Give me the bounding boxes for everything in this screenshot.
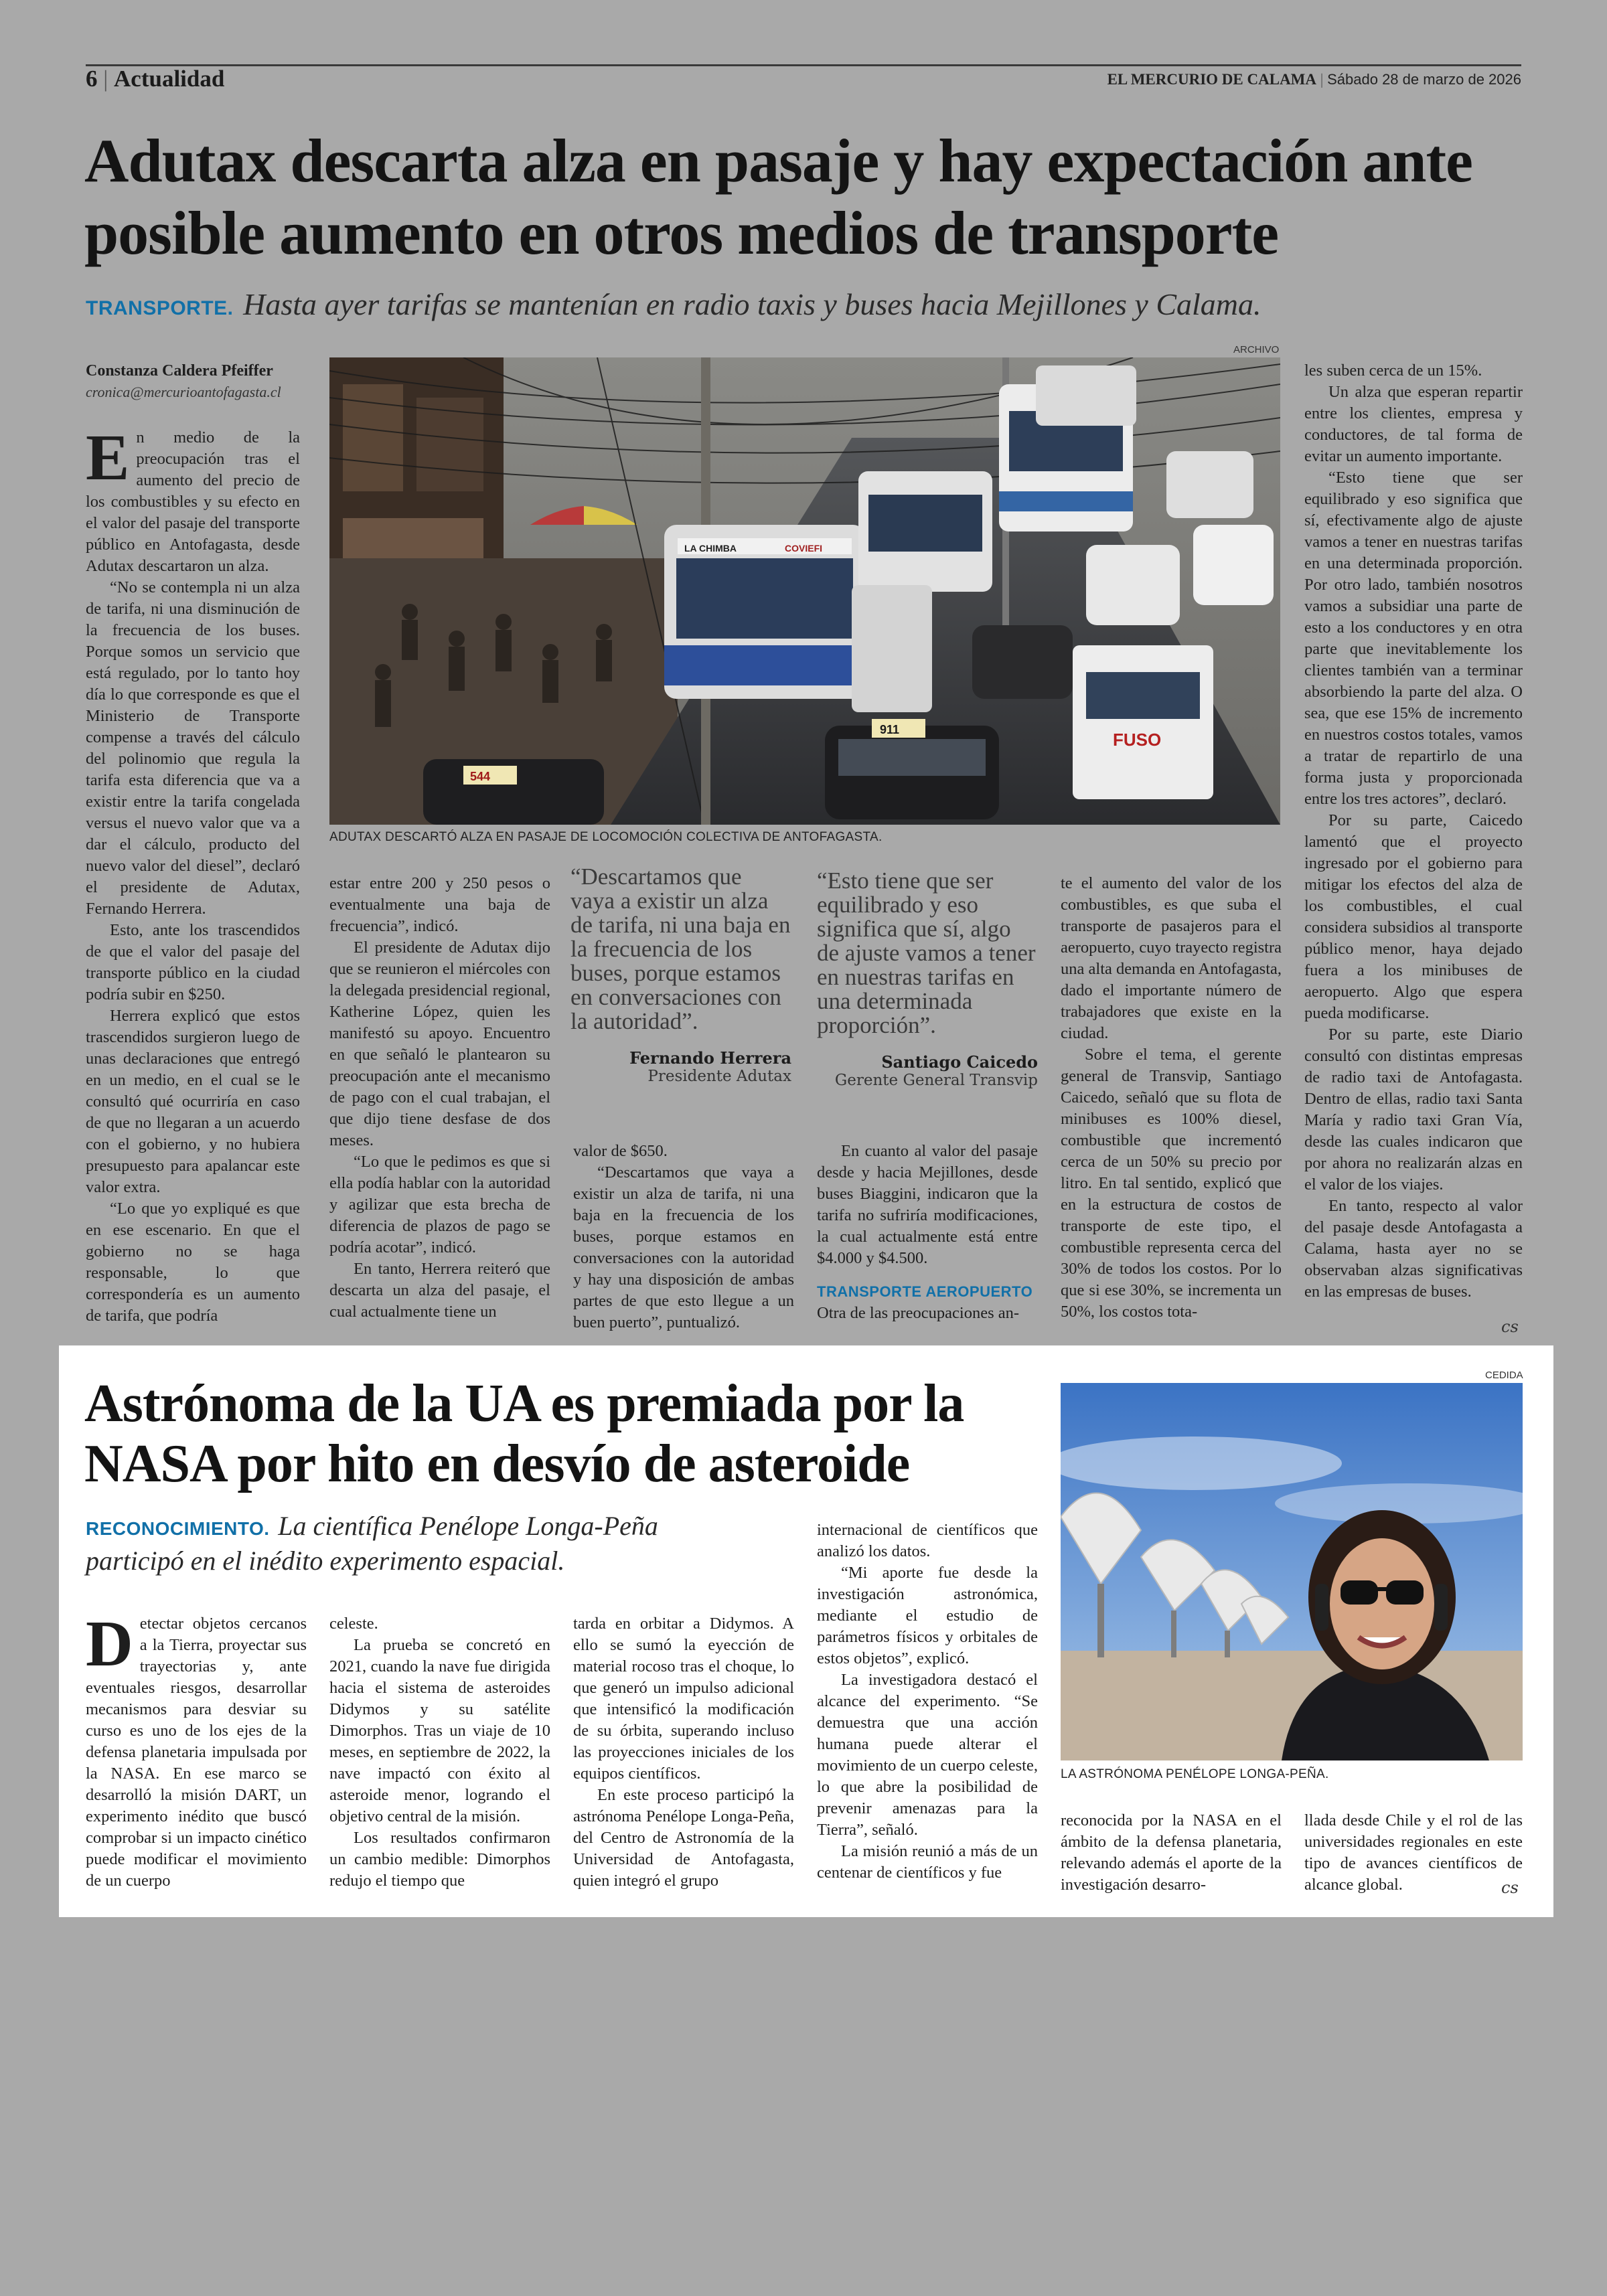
article2-column-3: [573, 1613, 794, 1908]
issue-date: Sábado 28 de marzo de 2026: [1327, 71, 1521, 88]
article2-endmark: cs: [1501, 1878, 1519, 1897]
article2-photo-caption: LA ASTRÓNOMA PENÉLOPE LONGA-PEÑA.: [1061, 1767, 1329, 1781]
quote-1-text: “Descartamos que vaya a existir un alza de tarifa, ni una baja en la frecuencia de los buses, porque estamos en conversaciones con la autoridad”.: [570, 864, 791, 1034]
article1-col6-p3: “Esto tiene que ser equilibrado y eso significa que sí, efectivamente algo de ajuste vamos a tener en nuestras tarifas en una determinada proporción. Por otro lado, también nosotros vamos a subsidiar una parte de esto a los conductores y en otra parte que inevitablemente los clientes también van a terminar absorbiendo la parte del alza. O sea, que ese 15% de incremento en nuestros costos totales, vamos a tratar de repartirlo de una forma justa y proporcionada entre los tres actores”, declaró.: [1304, 469, 1523, 808]
article1-col1-p3: Esto, ante los trascendidos de que el valor del pasaje del transporte público en la ciudad podría subir en $250.: [86, 921, 300, 1003]
article1-col2-p3: “Lo que le pedimos es que si ella podía hablar con la autoridad y agilizar que esta brecha de diferencia de plazos de pago se podría acotar”, indicó.: [329, 1153, 550, 1256]
article2-col2-p1: celeste.: [329, 1615, 378, 1633]
article1-col4-p1: En cuanto al valor del pasaje desde y hacia Mejillones, desde buses Biaggini, indicaron que la tarifa no sufriría modificaciones, la cual actualmente está entre $4.000 y $4.500.: [817, 1142, 1038, 1267]
article2-dropcap: D: [86, 1613, 133, 1680]
article1-quote-1: [570, 865, 791, 1085]
quote-2-name: Santiago Caicedo: [881, 1052, 1038, 1072]
article2-col4-p3: La investigadora destacó el alcance del experimento. “Se demuestra que una acción humana puede alterar el movimiento de un cuerpo celeste, lo que abre la posibilidad de prevenir amenazas para la Tierra”, señaló.: [817, 1671, 1038, 1839]
article1-col6-p2: Un alza que esperan repartir entre los clientes, empresa y conductores, de tal forma de evitar un aumento importante.: [1304, 383, 1523, 465]
article2-photo-credit: CEDIDA: [1485, 1370, 1523, 1381]
article2-col4-p2: “Mi aporte fue desde la investigación astronómica, mediante el estudio de parámetros físicos y orbitales de estos objetos”, explicó.: [817, 1564, 1038, 1667]
article1-col3-p2: “Descartamos que vaya a existir un alza de tarifa, ni una baja en la frecuencia de los buses, porque estamos en conversaciones con la autoridad y hay una disposición de ambas partes de que esto llegue a un buen puerto”, puntualizó.: [573, 1163, 794, 1331]
article1-col6-p6: En tanto, respecto al valor del pasaje desde Antofagasta a Calama, hasta ayer no se observaban alzas significativas en las empresas de buses.: [1304, 1197, 1523, 1301]
article1-col2-p4: En tanto, Herrera reiteró que descarta un alza del pasaje, el cual actualmente tiene un: [329, 1260, 550, 1321]
article1-col6-p5: Por su parte, este Diario consultó con distintas empresas de radio taxi de Antofagasta. Dentro de ellas, radio taxi Santa María y radio taxi Gran Vía, desde las cuales indicaron que por ahora no realizarán alzas en el valor de los viajes.: [1304, 1026, 1523, 1194]
page-folio: 6 | Actualidad: [86, 66, 225, 92]
article2-col1-first: etectar objetos cercanos a la Tierra, proyectar sus trayectorias y, ante eventuales riesgos, desarrollar mecanismos para desviar su curso es uno de los ejes de la defensa planetaria impulsada por la NASA. En ese marco se desarrolló la misión DART, un experimento inédito que buscó comprobar si un impacto cinético puede modificar el movimiento de un cuerpo: [86, 1615, 307, 1890]
header-rule: [86, 64, 1521, 66]
article1-column-2: [329, 873, 550, 1344]
article2-column-4: [817, 1520, 1038, 1908]
article1-col1-first: n medio de la preocupación tras el aumento del precio de los combustibles y su efecto en el valor del pasaje del transporte público en Antofagasta, desde Adutax descartaron un alza.: [86, 428, 300, 575]
article2-headline-line2: NASA por hito en desvío de asteroide: [84, 1434, 910, 1493]
page-number: 6: [86, 66, 98, 92]
article1-headline: [84, 125, 1531, 269]
article1-column-5: [1061, 873, 1282, 1344]
article1-col6-p4: Por su parte, Caicedo lamentó que el proyecto ingresado por el gobierno para mitigar los efectos del alza de los combustibles, el cual considera subsidios al transporte público menor, haya dejado fuera a los minibuses de aeropuerto. Algo que espera pueda modificarse.: [1304, 811, 1523, 1022]
article2-col2-p3: Los resultados confirmaron un cambio medible: Dimorphos redujo el tiempo que: [329, 1829, 550, 1890]
article2-headline: [84, 1374, 1055, 1494]
article1-col5-p1: te el aumento del valor de los combustibles, es que suba el transporte de pasajeros para el aeropuerto, cuyo trayecto registra una alta demanda en Antofagasta, dado el importante número de trabajadores que existe en la ciudad.: [1061, 874, 1282, 1042]
article1-col4-p2: Otra de las preocupaciones an-: [817, 1304, 1020, 1322]
article1-dropcap: E: [86, 422, 130, 494]
article1-byline: Constanza Caldera Pfeiffer: [86, 362, 273, 380]
article1-column-4: [817, 1141, 1038, 1344]
quote-1-role: Presidente Adutax: [647, 1068, 791, 1085]
article1-photo: [329, 357, 1280, 825]
article2-col5-p1: reconocida por la NASA en el ámbito de la defensa planetaria, relevando además el aporte de la investigación desarro-: [1061, 1811, 1282, 1894]
article1-column-3: [573, 1141, 794, 1344]
article2-kicker: RECONOCIMIENTO.: [86, 1518, 270, 1539]
bus-sign-2: COVIEFI: [785, 543, 823, 554]
article1-endmark: cs: [1501, 1317, 1519, 1336]
article1-col1-p2: “No se contempla ni un alza de tarifa, ni una disminución de la frecuencia de los buses. Porque somos un servicio que está regulado, por lo tanto hoy día lo que corresponde es que el Ministerio de Transporte compense a través del cálculo del polinomio que regula la tarifa esta diferencia que va a existir entre la tarifa congelada versus el nuevo valor que va a dar el cálculo, producto del nuevo valor del diesel”, declaró el presidente de Adutax, Fernando Herrera.: [86, 578, 300, 918]
article1-email: cronica@mercurioantofagasta.cl: [86, 384, 281, 400]
article1-col1-p4: Herrera explicó que estos trascendidos surgieron luego de unas declaraciones que entregó en un medio, en el cual se le consultó qué ocurriría en caso de que no llegaran a un acuerdo con el gobierno, y no hubiera presupuesto para apalancar este valor extra.: [86, 1007, 300, 1196]
article2-column-6: [1304, 1810, 1523, 1908]
article2-col6-p1: llada desde Chile y el rol de las universidades regionales en este tipo de avances científicos de alcance global.: [1304, 1811, 1523, 1894]
article1-kicker: TRANSPORTE.: [86, 297, 234, 319]
astronomer-photo: [1061, 1383, 1523, 1760]
newspaper-info: EL MERCURIO DE CALAMA | Sábado 28 de marzo de 2026: [1107, 71, 1521, 88]
article2-column-5: [1061, 1810, 1282, 1908]
article1-col2-p2: El presidente de Adutax dijo que se reunieron el miércoles con la delegada presidencial regional, Katherine López, quien les manifestó su apoyo. Encuentro en que señaló le plantearon su preocupación ante el mecanismo de pago con el cual trabajan, el que dijo tiene desfase de dos meses.: [329, 938, 550, 1149]
article1-photo-caption: ADUTAX DESCARTÓ ALZA EN PASAJE DE LOCOMOCIÓN COLECTIVA DE ANTOFAGASTA.: [329, 830, 883, 844]
article1-photo-credit: ARCHIVO: [1233, 344, 1280, 355]
truck-brand: FUSO: [1113, 730, 1162, 750]
article1-quote-2: [817, 869, 1038, 1089]
article1-dek: [86, 285, 1525, 327]
article2-column-2: [329, 1613, 550, 1908]
article2-col2-p2: La prueba se concretó en 2021, cuando la nave fue dirigida hacia el sistema de asteroides Didymos y su satélite Dimorphos. Tras un viaje de 10 meses, en septiembre de 2022, la nave impactó con éxito al asteroide menor, logrando el objetivo central de la misión.: [329, 1636, 550, 1825]
article1-headline-line2: posible aumento en otros medios de transporte: [84, 199, 1279, 267]
article1-headline-line1: Adutax descarta alza en pasaje y hay expectación ante: [84, 127, 1473, 195]
article1-col1-p5: “Lo que yo expliqué es que en ese escenario. En que el gobierno no se haga responsable, lo que correspondería es un aumento de tarifa, que podría: [86, 1200, 300, 1325]
quote-1-name: Fernando Herrera: [629, 1048, 791, 1068]
article1-column-6: [1304, 360, 1523, 1344]
article1-col5-p2: Sobre el tema, el gerente general de Transvip, Santiago Caicedo, señaló que su flota de minibuses es 100% diesel, combustible que incrementó cerca de un 50% su precio por litro. En tal sentido, explicó que en la estructura de costos de transporte de este tipo, el combustible representa cerca del 30% de todos los costos. Por lo que si ese 30%, se incrementa un 50%, los costos tota-: [1061, 1046, 1282, 1321]
article1-col3-p1: valor de $650.: [573, 1142, 668, 1160]
article2-dek-line2: participó en el inédito experimento espacial.: [86, 1546, 565, 1576]
article2-col4-p1: internacional de científicos que analizó los datos.: [817, 1521, 1038, 1560]
article2-col4-p4: La misión reunió a más de un centenar de científicos y fue: [817, 1842, 1038, 1882]
article2-dek-line1: La científica Penélope Longa-Peña: [278, 1511, 658, 1541]
article2-col3-p1: tarda en orbitar a Didymos. A ello se sumó la eyección de material rocoso tras el choque, lo que generó un impulso adicional que intensificó la modificación de su órbita, superando incluso las proyecciones iniciales de los equipos científicos.: [573, 1615, 794, 1783]
taxi-number-1: 544: [470, 770, 491, 783]
article2-col3-p2: En este proceso participó la astrónoma Penélope Longa-Peña, del Centro de Astronomía de la Universidad de Antofagasta, quien integró el grupo: [573, 1786, 794, 1890]
article2-headline-line1: Astrónoma de la UA es premiada por la: [84, 1374, 964, 1433]
article1-col6-p1: les suben cerca de un 15%.: [1304, 361, 1482, 380]
quote-2-role: Gerente General Transvip: [834, 1072, 1038, 1089]
section-name: Actualidad: [114, 66, 225, 92]
newspaper-name: EL MERCURIO DE CALAMA: [1107, 71, 1316, 88]
article2-dek: [86, 1510, 822, 1577]
bus-sign: LA CHIMBA: [684, 543, 737, 554]
traffic-photo: [329, 357, 1280, 825]
article1-subhead: TRANSPORTE AEROPUERTO: [817, 1283, 1033, 1300]
article2-photo: [1061, 1383, 1523, 1760]
taxi-number-2: 911: [880, 723, 900, 736]
article1-dek-text: Hasta ayer tarifas se mantenían en radio taxis y buses hacia Mejillones y Calama.: [243, 287, 1261, 321]
quote-2-text: “Esto tiene que ser equilibrado y eso significa que sí, algo de ajuste vamos a tener en nuestras tarifas en una determinada proporción”.: [817, 868, 1036, 1038]
article1-column-1: [86, 360, 300, 1344]
article1-col2-p1: estar entre 200 y 250 pesos o eventualmente una baja de frecuencia”, indicó.: [329, 874, 550, 935]
article2-column-1: [86, 1613, 307, 1908]
